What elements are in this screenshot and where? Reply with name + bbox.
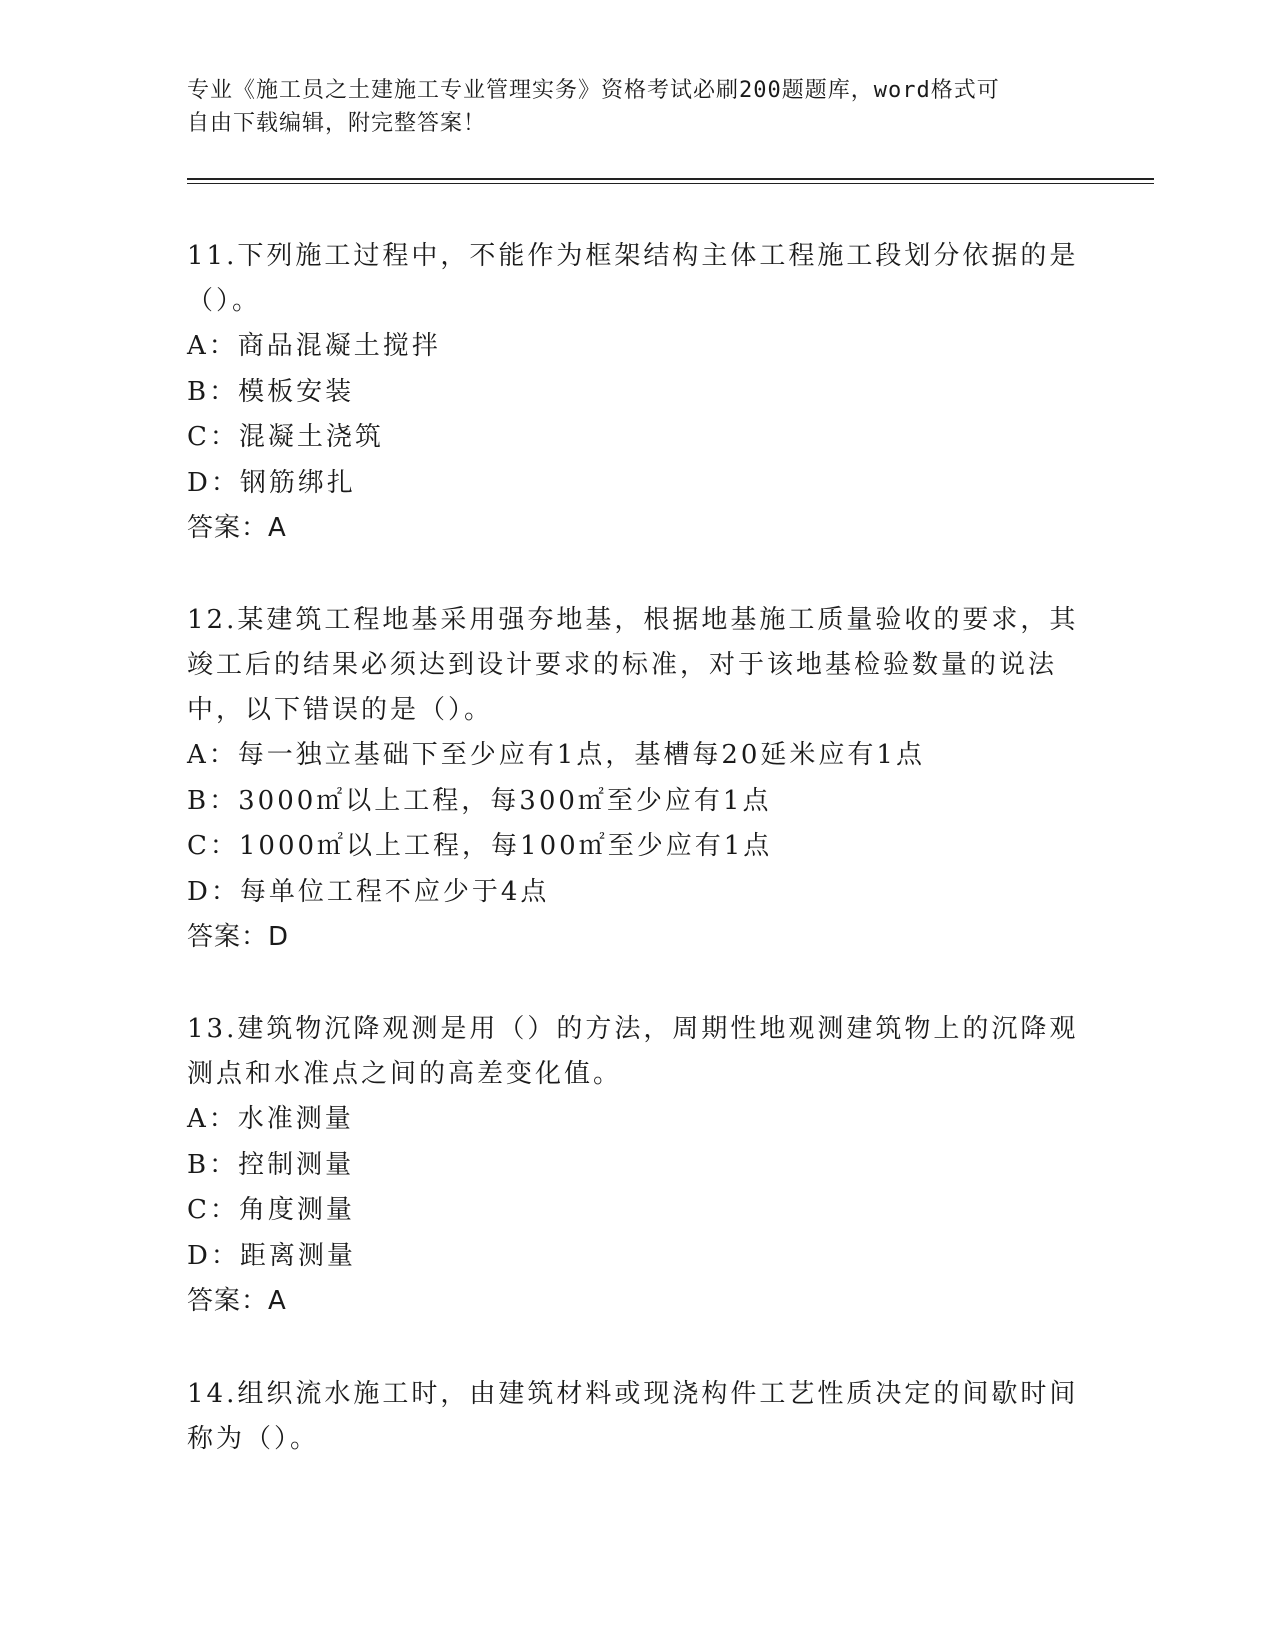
option-b: B：3000㎡以上工程，每300㎡至少应有1点 xyxy=(187,785,772,816)
question-stem-line: 12.某建筑工程地基采用强夯地基，根据地基施工质量验收的要求，其 xyxy=(187,605,1079,635)
option-a: A：商品混凝土搅拌 xyxy=(187,331,441,361)
question-stem-line: 11.下列施工过程中，不能作为框架结构主体工程施工段划分依据的是 xyxy=(187,241,1079,271)
option-d: D：钢筋绑扎 xyxy=(187,467,356,498)
question-13 xyxy=(187,1007,1077,1324)
question-11 xyxy=(187,234,1077,551)
header-title-line-1: 专业《施工员之土建施工专业管理实务》资格考试必刷200题题库，word格式可 xyxy=(187,78,1000,103)
header-title-line-2: 自由下载编辑，附完整答案！ xyxy=(187,111,487,136)
question-stem-line: 14.组织流水施工时，由建筑材料或现浇构件工艺性质决定的间歇时间 xyxy=(187,1379,1079,1409)
question-stem-line: 13.建筑物沉降观测是用（）的方法，周期性地观测建筑物上的沉降观 xyxy=(187,1014,1079,1044)
option-c: C：1000㎡以上工程，每100㎡至少应有1点 xyxy=(187,831,773,861)
option-a: A：每一独立基础下至少应有1点，基槽每20延米应有1点 xyxy=(187,740,925,770)
question-stem-line: 测点和水准点之间的高差变化值。 xyxy=(187,1059,623,1089)
document-header xyxy=(187,74,1067,140)
option-b: B：模板安装 xyxy=(187,376,355,407)
header-divider-thick xyxy=(187,178,1154,180)
option-d: D：每单位工程不应少于4点 xyxy=(187,876,550,907)
option-d: D：距离测量 xyxy=(187,1240,356,1271)
answer-line: 答案：D xyxy=(187,922,290,952)
question-14 xyxy=(187,1372,1077,1462)
answer-line: 答案：A xyxy=(187,1286,287,1316)
question-stem-line: 竣工后的结果必须达到设计要求的标准，对于该地基检验数量的说法 xyxy=(187,650,1058,680)
option-c: C：混凝土浇筑 xyxy=(187,422,384,452)
question-12 xyxy=(187,598,1077,960)
option-b: B：控制测量 xyxy=(187,1149,355,1180)
option-a: A：水准测量 xyxy=(187,1104,354,1134)
header-divider-thin xyxy=(187,183,1154,184)
question-stem-line: （）。 xyxy=(187,286,262,316)
option-c: C：角度测量 xyxy=(187,1195,355,1225)
answer-line: 答案：A xyxy=(187,513,287,543)
question-stem-line: 中，以下错误的是（）。 xyxy=(187,695,494,725)
question-stem-line: 称为（）。 xyxy=(187,1424,320,1454)
